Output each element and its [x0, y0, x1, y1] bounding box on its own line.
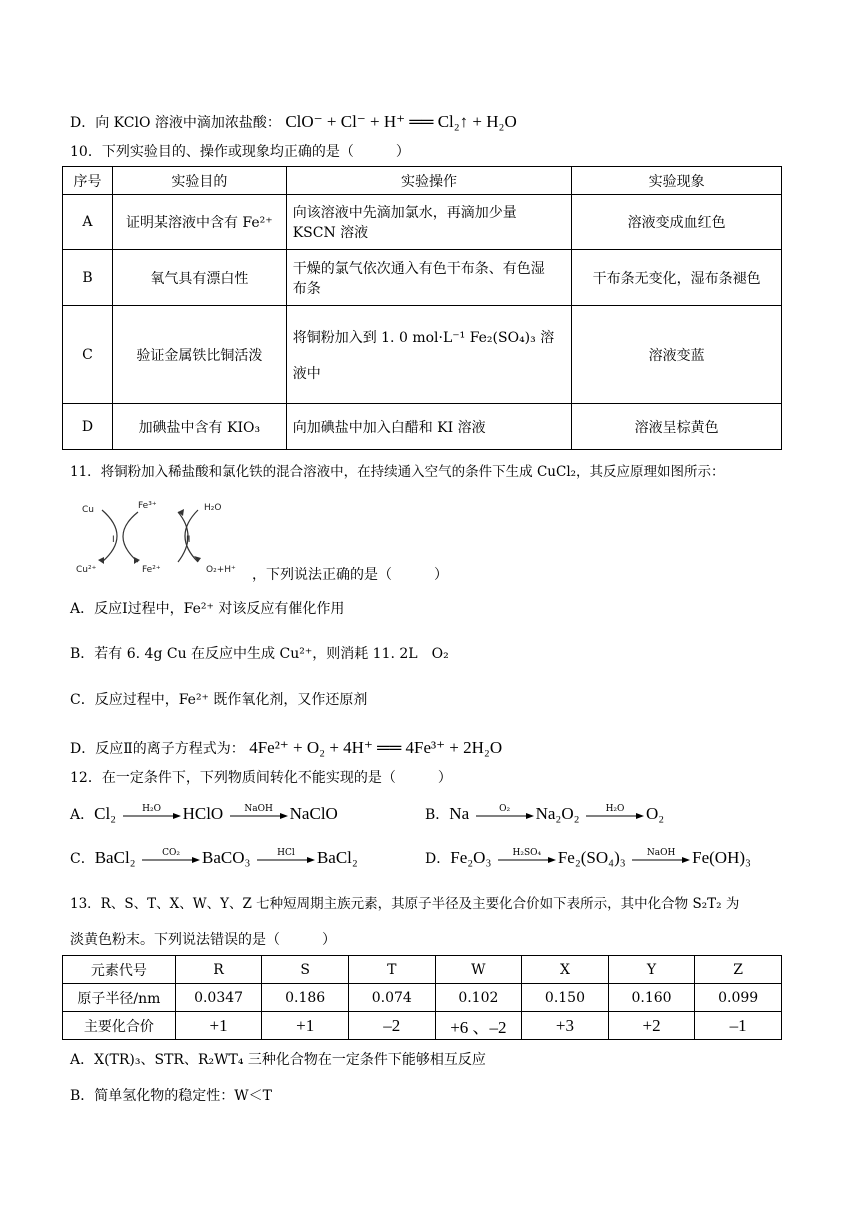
table-row — [63, 984, 782, 1012]
species: Na — [449, 804, 470, 823]
q12-option-b — [425, 804, 664, 825]
diagram-o2h: O₂+H⁺ — [206, 565, 236, 575]
cell: +6 、–2 — [435, 1012, 522, 1040]
row-label: 元素代号 — [63, 956, 176, 984]
cell: –1 — [695, 1012, 782, 1040]
op-line-1: 干燥的氯气依次通入有色干布条、有色湿 — [292, 260, 545, 277]
table-row — [63, 404, 782, 450]
row-purpose: 加碘盐中含有 KIO₃ — [112, 404, 286, 450]
cell: 0.186 — [262, 984, 349, 1012]
q11-cycle-diagram — [74, 496, 254, 580]
reaction-arrow — [586, 804, 644, 822]
row-id: C — [63, 306, 113, 404]
reagent: HCl — [277, 848, 295, 858]
op-line-2: KSCN 溶液 — [292, 225, 369, 241]
cell: +1 — [262, 1012, 349, 1040]
cell: 0.150 — [522, 984, 609, 1012]
option-label: C． — [70, 851, 95, 867]
op-line-1: 向加碘盐中加入白醋和 KI 溶液 — [292, 419, 486, 436]
species: Cl₂ — [94, 804, 117, 823]
q10-header-row — [63, 167, 782, 195]
q10-header: 序号 — [63, 167, 113, 195]
reaction-arrow — [230, 804, 288, 822]
reaction-arrow — [498, 848, 556, 866]
cell: Z — [695, 956, 782, 984]
q13-stem-line-2: 淡黄色粉末。下列说法错误的是（ ） — [70, 932, 336, 948]
q11-stem: 11．将铜粉加入稀盐酸和氯化铁的混合溶液中，在持续通入空气的条件下生成 CuCl₂，其反应原理如图所示： — [70, 464, 725, 480]
table-row — [63, 195, 782, 250]
q11-d-equation: 4Fe²⁺ + O₂ + 4H⁺ ══ 4Fe³⁺ + 2H₂O — [249, 738, 503, 757]
diagram-fe2: Fe²⁺ — [142, 565, 161, 575]
species: BaCO₃ — [202, 848, 251, 867]
q10-stem: 10．下列实验目的、操作或现象均正确的是（ ） — [70, 144, 410, 160]
reaction-arrow — [476, 804, 534, 822]
option-label: A． — [70, 807, 95, 823]
diagram-cu: Cu — [82, 505, 94, 515]
q11-d-label: D．反应Ⅱ的离子方程式为： — [70, 741, 245, 757]
cell: Y — [608, 956, 695, 984]
species: NaClO — [289, 804, 338, 823]
cell: S — [262, 956, 349, 984]
row-operation — [286, 195, 572, 250]
q10-header: 实验目的 — [112, 167, 286, 195]
species: Fe(OH)₃ — [692, 848, 751, 867]
q12-stem: 12．在一定条件下，下列物质间转化不能实现的是（ ） — [70, 770, 452, 786]
table-row — [63, 956, 782, 984]
diagram-arcs — [102, 510, 198, 562]
row-operation — [286, 404, 572, 450]
q13-option-b: B．简单氢化物的稳定性：W＜T — [70, 1088, 273, 1104]
row-id: A — [63, 195, 113, 250]
q13-stem-line-1: 13．R、S、T、X、W、Y、Z 七种短周期主族元素，其原子半径及主要化合价如下表所示，其中化合物 S₂T₂ 为 — [70, 896, 740, 912]
reaction-arrow — [142, 848, 200, 866]
q11-tail: ，下列说法正确的是（ ） — [252, 567, 448, 583]
diagram-step-1: Ⅰ — [112, 535, 115, 545]
diagram-h2o: H₂O — [204, 503, 222, 513]
q11-option-b: B．若有 6. 4g Cu 在反应中生成 Cu²⁺，则消耗 11. 2L O₂ — [70, 646, 449, 662]
row-id: D — [63, 404, 113, 450]
op-line-2: 布条 — [292, 280, 321, 297]
cell: +2 — [608, 1012, 695, 1040]
q12-option-c — [70, 848, 358, 869]
cell: +3 — [522, 1012, 609, 1040]
q10-header: 实验现象 — [572, 167, 782, 195]
cell: W — [435, 956, 522, 984]
reagent: H₂SO₄ — [512, 848, 542, 858]
table-row — [63, 1012, 782, 1040]
cell: 0.074 — [348, 984, 435, 1012]
reaction-arrow — [632, 848, 690, 866]
row-label: 主要化合价 — [63, 1012, 176, 1040]
cell: 0.099 — [695, 984, 782, 1012]
species: HClO — [182, 804, 224, 823]
reaction-arrow — [123, 804, 181, 822]
cell: T — [348, 956, 435, 984]
row-purpose: 证明某溶液中含有 Fe²⁺ — [112, 195, 286, 250]
reagent: O₂ — [499, 804, 511, 814]
row-result: 溶液变成血红色 — [572, 195, 782, 250]
reagent: H₂O — [142, 804, 161, 814]
q9-option-d — [70, 112, 517, 133]
q9-d-label: D．向 KClO 溶液中滴加浓盐酸： — [70, 115, 281, 131]
table-row — [63, 306, 782, 404]
row-result: 溶液变蓝 — [572, 306, 782, 404]
species: Na₂O₂ — [535, 804, 580, 823]
q9-d-equation: ClO⁻ + Cl⁻ + H⁺ ══ Cl₂↑ + H₂O — [285, 112, 517, 131]
q11-option-a: A．反应Ⅰ过程中，Fe²⁺ 对该反应有催化作用 — [70, 601, 345, 617]
q10-table — [62, 166, 782, 450]
row-result: 溶液呈棕黄色 — [572, 404, 782, 450]
cell: 0.102 — [435, 984, 522, 1012]
option-label: D． — [425, 851, 451, 867]
row-purpose: 氧气具有漂白性 — [112, 250, 286, 306]
species: Fe₂O₃ — [450, 848, 492, 867]
species: BaCl₂ — [316, 848, 358, 867]
cell: 0.160 — [608, 984, 695, 1012]
q11-option-c: C．反应过程中，Fe²⁺ 既作氧化剂，又作还原剂 — [70, 692, 368, 708]
row-result: 干布条无变化，湿布条褪色 — [572, 250, 782, 306]
diagram-cu2: Cu²⁺ — [76, 565, 97, 575]
op-line-2: 液中 — [292, 365, 321, 382]
row-id: B — [63, 250, 113, 306]
q11-option-d — [70, 738, 502, 759]
cell: 0.0347 — [175, 984, 262, 1012]
q13-table — [62, 955, 782, 1040]
q12-option-d — [425, 848, 751, 869]
row-operation — [286, 306, 572, 404]
diagram-fe3: Fe³⁺ — [138, 501, 157, 511]
cell: X — [522, 956, 609, 984]
op-line-1: 将铜粉加入到 1. 0 mol·L⁻¹ Fe₂(SO₄)₃ 溶 — [292, 329, 555, 346]
reagent: CO₂ — [162, 848, 180, 858]
reaction-arrow — [257, 848, 315, 866]
row-operation — [286, 250, 572, 306]
species: Fe₂(SO₄)₃ — [557, 848, 626, 867]
reagent: H₂O — [605, 804, 625, 814]
species: BaCl₂ — [94, 848, 136, 867]
cell: –2 — [348, 1012, 435, 1040]
option-label: B． — [425, 807, 450, 823]
reagent: NaOH — [646, 848, 676, 858]
q10-header: 实验操作 — [286, 167, 572, 195]
table-row — [63, 250, 782, 306]
cell: +1 — [175, 1012, 262, 1040]
q13-option-a: A．X(TR)₃、STR、R₂WT₄ 三种化合物在一定条件下能够相互反应 — [70, 1052, 486, 1068]
q12-option-a — [70, 804, 338, 825]
diagram-step-2: Ⅱ — [186, 535, 191, 545]
reagent: NaOH — [244, 804, 273, 814]
row-label: 原子半径/nm — [63, 984, 176, 1012]
op-line-1: 向该溶液中先滴加氯水，再滴加少量 — [292, 205, 517, 221]
species: O₂ — [645, 804, 665, 823]
row-purpose: 验证金属铁比铜活泼 — [112, 306, 286, 404]
cell: R — [175, 956, 262, 984]
